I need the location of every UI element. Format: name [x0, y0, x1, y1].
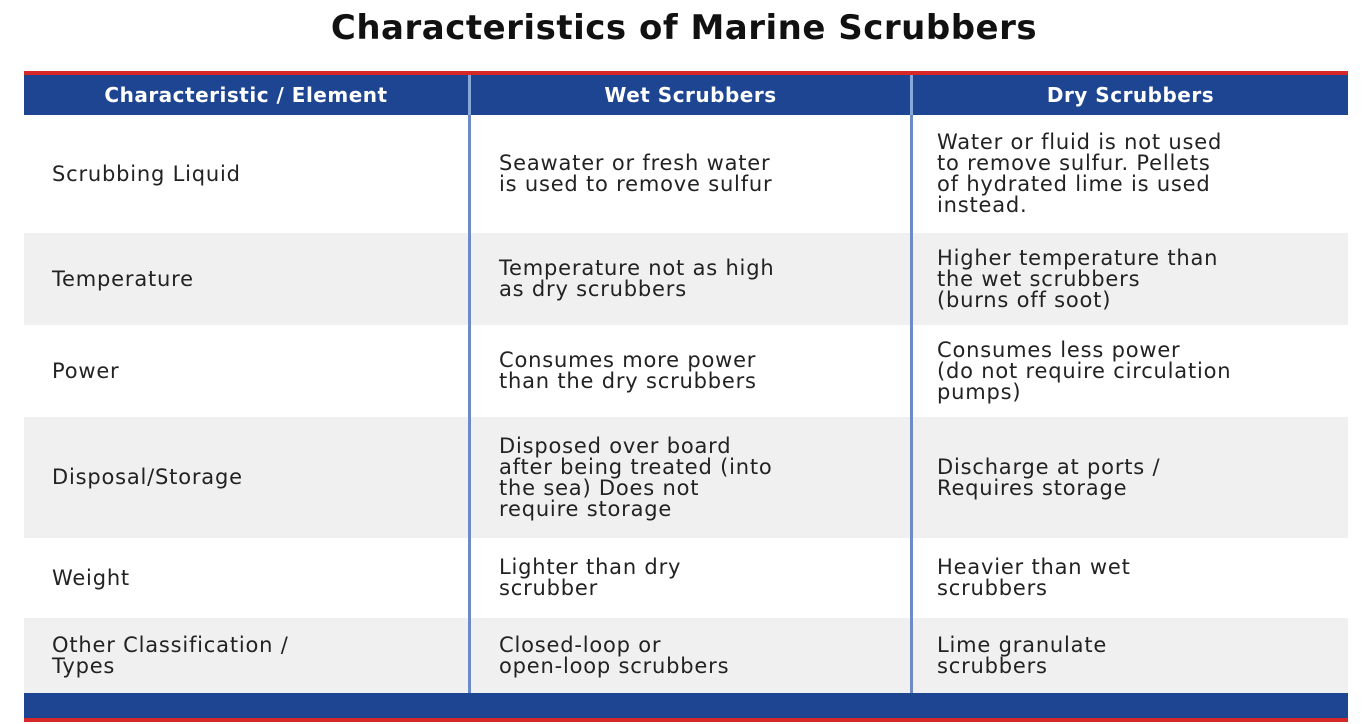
table-cell-dry: Heavier than wet scrubbers — [910, 538, 1348, 618]
table-bottom-accent — [24, 718, 1348, 722]
table-row-scrubbing-liquid — [24, 115, 1348, 233]
column-header-characteristic: Characteristic / Element — [104, 83, 388, 107]
table-cell-wet: Consumes more power than the dry scrubbers — [468, 325, 910, 417]
table-cell-wet: Seawater or fresh water is used to remove sulfur — [468, 115, 910, 233]
table-cell-element: Weight — [52, 565, 130, 590]
table-cell-wet: Disposed over board after being treated (into the sea) Does not require storage — [468, 417, 910, 538]
table-cell-element: Power — [52, 358, 120, 383]
table-row-disposal-storage — [24, 417, 1348, 538]
table-footer-bar — [24, 693, 1348, 718]
table-cell-element: Disposal/Storage — [52, 465, 243, 489]
table-cell-dry: Discharge at ports / Requires storage — [910, 417, 1348, 538]
column-header-dry: Dry Scrubbers — [910, 75, 1348, 115]
table-cell-wet: Closed-loop or open-loop scrubbers — [468, 618, 910, 693]
table-cell-dry: Water or fluid is not used to remove sulfur. Pellets of hydrated lime is used instead. — [910, 115, 1348, 233]
column-header-wet: Wet Scrubbers — [468, 75, 910, 115]
table-row-classification — [24, 618, 1348, 693]
comparison-table — [24, 71, 1348, 722]
table-cell-dry: Lime granulate scrubbers — [910, 618, 1348, 693]
table-cell-element: Other Classification / Types — [52, 632, 289, 678]
table-header — [24, 75, 1348, 115]
table-cell-element: Scrubbing Liquid — [52, 161, 241, 186]
table-cell-element: Temperature — [52, 266, 194, 291]
table-row-power — [24, 325, 1348, 417]
table-cell-dry: Higher temperature than the wet scrubbers (burns off soot) — [910, 233, 1348, 325]
table-row-weight — [24, 538, 1348, 618]
table-cell-wet: Lighter than dry scrubber — [468, 538, 910, 618]
page-title: Characteristics of Marine Scrubbers — [330, 8, 1038, 48]
table-cell-wet: Temperature not as high as dry scrubbers — [468, 233, 910, 325]
table-cell-dry: Consumes less power (do not require circulation pumps) — [910, 325, 1348, 417]
table-row-temperature — [24, 233, 1348, 325]
